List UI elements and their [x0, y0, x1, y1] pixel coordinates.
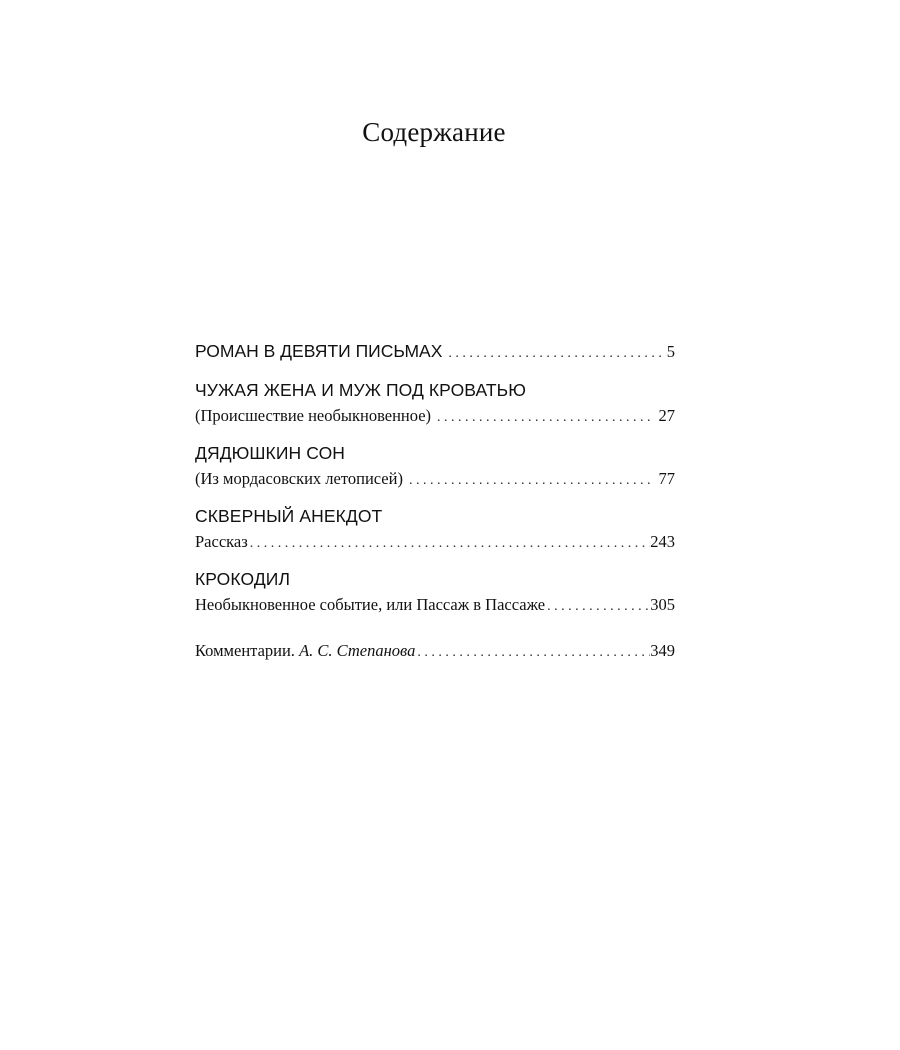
commentary-title: Комментарии.: [195, 641, 295, 660]
toc-line: [195, 403, 675, 430]
toc-line: [195, 638, 675, 665]
toc-page-number: 5: [666, 342, 675, 361]
dot-leader: [448, 341, 662, 367]
toc-heading: ДЯДЮШКИН СОН: [195, 443, 346, 463]
toc-line: [195, 529, 675, 556]
toc-entry-krokodil: [195, 566, 675, 619]
toc-entry-chuzhaya-zhena: [195, 377, 675, 430]
toc-subtitle: Рассказ: [195, 532, 248, 551]
toc-heading: КРОКОДИЛ: [195, 569, 291, 589]
toc-subtitle: (Происшествие необыкновенное): [195, 406, 432, 425]
toc-entry-roman: [195, 338, 675, 367]
toc-subtitle: (Из мордасовских летописей): [195, 469, 403, 488]
toc-heading: СКВЕРНЫЙ АНЕКДОТ: [195, 506, 383, 526]
toc-page-number: 27: [658, 406, 675, 425]
toc-page-number: 77: [658, 469, 675, 488]
page-title: Содержание: [362, 117, 506, 147]
toc-page-number: 243: [650, 532, 675, 551]
toc-entry-skverny-anekdot: [195, 503, 675, 556]
dot-leader: [417, 640, 650, 665]
table-of-contents: [195, 338, 675, 665]
toc-line: [195, 592, 675, 619]
dot-leader: [250, 531, 650, 556]
toc-commentary-label: [195, 638, 415, 663]
toc-page-number: 349: [650, 641, 675, 660]
toc-entry-dyadyushkin-son: [195, 440, 675, 493]
toc-line: [195, 338, 675, 367]
dot-leader: [437, 405, 654, 430]
toc-entry-commentary: [195, 638, 675, 665]
dot-leader: [547, 594, 650, 619]
commentary-author: А. С. Степанова: [299, 641, 416, 660]
toc-page-number: 305: [650, 595, 675, 614]
toc-line: [195, 466, 675, 493]
dot-leader: [409, 468, 655, 493]
toc-heading: РОМАН В ДЕВЯТИ ПИСЬМАХ: [195, 341, 443, 361]
toc-subtitle: Необыкновенное событие, или Пассаж в Пассаже: [195, 595, 546, 614]
toc-heading: ЧУЖАЯ ЖЕНА И МУЖ ПОД КРОВАТЬЮ: [195, 380, 527, 400]
